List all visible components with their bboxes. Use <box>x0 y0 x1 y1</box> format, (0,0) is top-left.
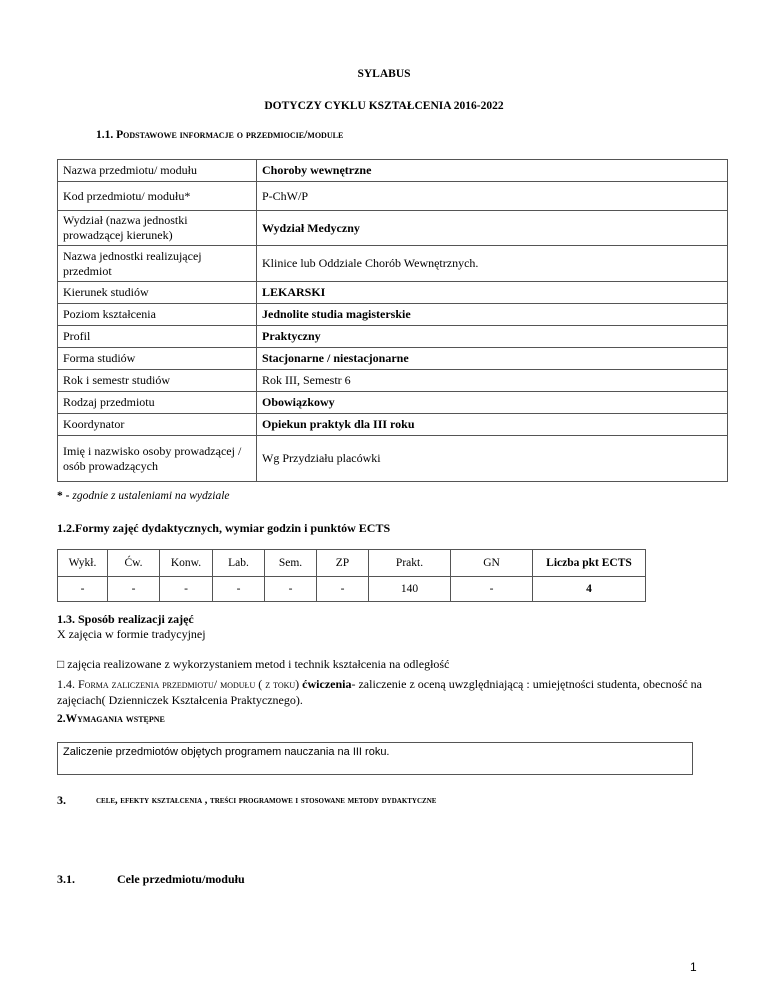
ects-value-cell: - <box>108 577 160 602</box>
ects-value-cell: - <box>58 577 108 602</box>
realization-option-remote: □ zajęcia realizowane z wykorzystaniem metod i technik kształcenia na odległość <box>57 657 450 671</box>
info-value: Klinice lub Oddziale Chorób Wewnętrznych. <box>257 246 728 282</box>
info-row <box>58 392 728 414</box>
info-label: Nazwa jednostki realizującej przedmiot <box>58 246 257 282</box>
ects-value-cell: - <box>317 577 369 602</box>
info-value: Rok III, Semestr 6 <box>257 370 728 392</box>
info-label: Kierunek studiów <box>58 282 257 304</box>
info-label: Imię i nazwisko osoby prowadzącej / osób prowadzących <box>58 436 257 482</box>
ects-value-cell: 4 <box>533 577 646 602</box>
section-2-heading: 2.Wymagania wstępne <box>57 713 165 725</box>
info-label: Forma studiów <box>58 348 257 370</box>
info-row <box>58 348 728 370</box>
ects-header-cell: Ćw. <box>108 550 160 577</box>
info-label: Rodzaj przedmiotu <box>58 392 257 414</box>
footnote-text: zgodnie z ustaleniami na wydziale <box>72 490 230 502</box>
info-value: Praktyczny <box>257 326 728 348</box>
info-value: Wydział Medyczny <box>257 211 728 246</box>
section-1-1-heading: 1.1. Podstawowe informacje o przedmiocie/module <box>96 129 344 141</box>
section-1-4-paragraph <box>57 676 707 708</box>
info-label: Kod przedmiotu/ modułu* <box>58 182 257 211</box>
ects-header-cell: Konw. <box>160 550 213 577</box>
section-1-3-heading: 1.3. Sposób realizacji zajęć <box>57 612 194 626</box>
ects-header-cell: Liczba pkt ECTS <box>533 550 646 577</box>
ects-value-cell: - <box>213 577 265 602</box>
requirements-box <box>57 742 693 775</box>
page-number: 1 <box>690 960 697 974</box>
info-row <box>58 160 728 182</box>
section-1-4-rest: - zaliczenie z oceną uwzględniającą : umiejętności studenta, obecność na zajęciach( Dzienniczek Kształcenia Praktycznego). <box>57 677 702 707</box>
info-value: P-ChW/P <box>257 182 728 211</box>
footnote <box>57 490 230 502</box>
ects-value-cell: - <box>160 577 213 602</box>
info-value: Choroby wewnętrzne <box>257 160 728 182</box>
ects-header-cell: Sem. <box>265 550 317 577</box>
ects-header-cell: Prakt. <box>369 550 451 577</box>
info-row <box>58 370 728 392</box>
section-1-4-prefix: 1.4. Forma zaliczenia przedmiotu/ modułu ( z toku) <box>57 677 303 691</box>
section-3-1-number: 3.1. <box>57 872 75 886</box>
info-value: Obowiązkowy <box>257 392 728 414</box>
info-label: Poziom kształcenia <box>58 304 257 326</box>
info-label: Profil <box>58 326 257 348</box>
section-3-heading: cele, efekty kształcenia , treści programowe i stosowane metody dydaktyczne <box>96 795 437 806</box>
realization-option-traditional: X zajęcia w formie tradycyjnej <box>57 627 206 641</box>
ects-header-cell: Wykł. <box>58 550 108 577</box>
section-3-1-heading: Cele przedmiotu/modułu <box>117 872 245 886</box>
info-value: Jednolite studia magisterskie <box>257 304 728 326</box>
info-row <box>58 304 728 326</box>
ects-header-row <box>58 550 646 577</box>
info-row <box>58 211 728 246</box>
info-row <box>58 414 728 436</box>
info-row <box>58 326 728 348</box>
info-value: Wg Przydziału placówki <box>257 436 728 482</box>
footnote-star: * - <box>57 490 70 502</box>
section-1-2-heading: 1.2.Formy zajęć dydaktycznych, wymiar godzin i punktów ECTS <box>57 521 391 535</box>
info-row <box>58 246 728 282</box>
ects-value-cell: - <box>265 577 317 602</box>
requirements-text: Zaliczenie przedmiotów objętych programem nauczania na III roku. <box>63 746 390 758</box>
info-value: Opiekun praktyk dla III roku <box>257 414 728 436</box>
ects-table <box>57 549 646 602</box>
info-value: Stacjonarne / niestacjonarne <box>257 348 728 370</box>
ects-value-cell: - <box>451 577 533 602</box>
ects-header-cell: ZP <box>317 550 369 577</box>
info-row <box>58 182 728 211</box>
document-subtitle: DOTYCZY CYKLU KSZTAŁCENIA 2016-2022 <box>264 100 504 112</box>
info-value: LEKARSKI <box>257 282 728 304</box>
info-row <box>58 436 728 482</box>
info-label: Rok i semestr studiów <box>58 370 257 392</box>
info-label: Nazwa przedmiotu/ modułu <box>58 160 257 182</box>
section-3-number: 3. <box>57 793 66 807</box>
ects-value-row <box>58 577 646 602</box>
document-title: SYLABUS <box>357 68 411 80</box>
section-1-4-bold: ćwiczenia <box>302 677 352 691</box>
info-row <box>58 282 728 304</box>
info-label: Wydział (nazwa jednostki prowadzącej kierunek) <box>58 211 257 246</box>
ects-value-cell: 140 <box>369 577 451 602</box>
ects-header-cell: Lab. <box>213 550 265 577</box>
info-label: Koordynator <box>58 414 257 436</box>
basic-info-table <box>57 159 728 482</box>
ects-header-cell: GN <box>451 550 533 577</box>
